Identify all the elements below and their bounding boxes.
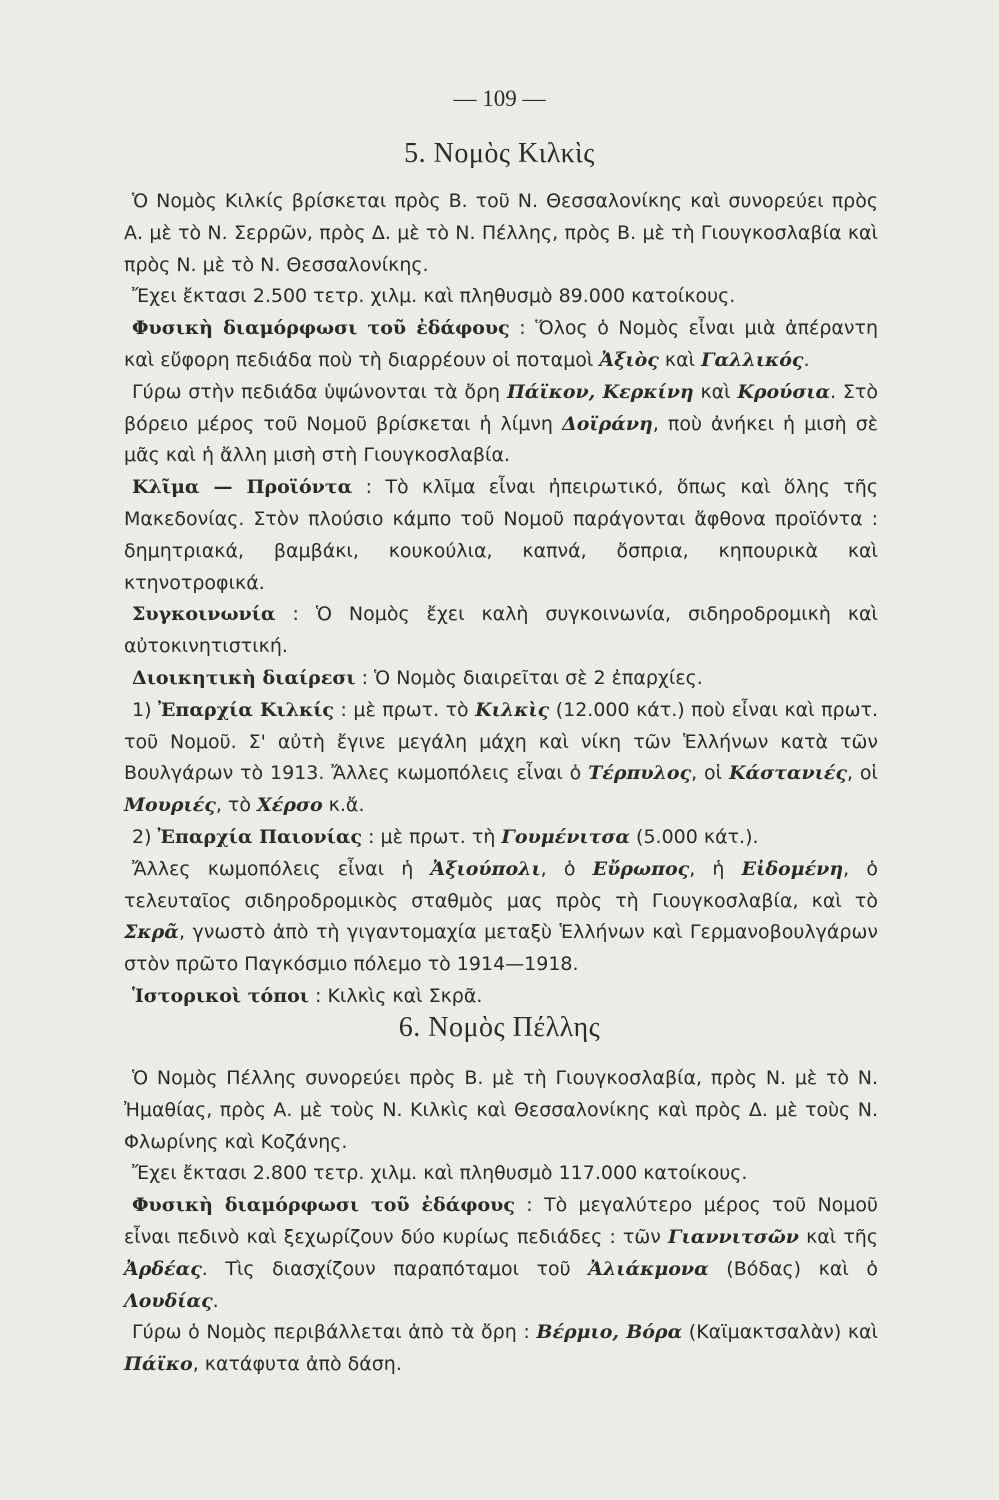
town-name: Ἀξιούπολι <box>430 857 541 880</box>
paragraph-borders: Ὁ Νομὸς Πέλλης συνορεύει πρὸς Β. μὲ τὴ Γιουγκοσλαβία, πρὸς Ν. μὲ τὸ Ν. Ἠμαθίας, πρὸς Α. μὲ τοὺς Ν. Κιλκὶς καὶ Θεσσαλονίκης καὶ πρὸς Δ. μὲ τοὺς Ν. Φλωρίνης καὶ Κοζάνης. <box>124 1067 878 1153</box>
paragraph-historic-places: Ἱστορικοὶ τόποι : Κιλκὶς καὶ Σκρᾶ. <box>132 984 483 1007</box>
paragraph-mountains-lake: Γύρω στὴν πεδιάδα ὑψώνονται τὰ ὄρη Πάϊκον, Κερκίνη καὶ Κρούσια. Στὸ βόρειο μέρος τοῦ Νομοῦ βρίσκεται ἡ λίμνη Δοϊράνη, ποὺ ἀνήκει ἡ μισὴ σὲ μᾶς καὶ ἡ ἄλλη μισὴ στὴ Γιουγκοσλαβία. <box>124 380 879 467</box>
town-name: Εἰδομένη <box>741 857 844 880</box>
section-body-pella <box>124 1063 878 1381</box>
plain-name: Ἀρδέας <box>124 1257 202 1280</box>
heading-terrain: Φυσικὴ διαμόρφωσι τοῦ ἐδάφους <box>132 317 510 340</box>
heading-terrain: Φυσικὴ διαμόρφωσι τοῦ ἐδάφους <box>132 1194 515 1217</box>
heading-province: Ἐπαρχία Παιονίας <box>157 825 363 848</box>
paragraph-terrain: Φυσικὴ διαμόρφωσι τοῦ ἐδάφους : Τὸ μεγαλύτερο μέρος τοῦ Νομοῦ εἶναι πεδινὸ καὶ ξεχωρίζουν δύο κυρίως πεδιάδες : τῶν Γιαννιτσῶν καὶ τῆς Ἀρδέας. Τὶς διασχίζουν παραπόταμοι τοῦ Ἀλιάκμονα (Βόδας) καὶ ὁ Λουδίας. <box>124 1194 878 1312</box>
town-name: Γουμένιτσα <box>501 825 630 848</box>
town-name: Χέρσο <box>257 794 323 817</box>
paragraph-province-kilkis: 1) Ἐπαρχία Κιλκίς : μὲ πρωτ. τὸ Κιλκὶς (12.000 κάτ.) ποὺ εἶναι καὶ πρωτ. τοῦ Νομοῦ. Σ' αὐτὴ ἔγινε μεγάλη μάχη καὶ νίκη τῶν Ἑλλήνων κατὰ τῶν Βουλγάρων τὸ 1913. Ἄλλες κωμοπόλεις εἶναι ὁ Τέρπυλος, οἱ Κάστανιές, οἱ Μουριές, τὸ Χέρσο κ.ἄ. <box>124 698 879 817</box>
section-body-kilkis <box>124 186 878 1013</box>
lake-name: Δοϊράνη <box>561 412 653 435</box>
mountain-names: Πάϊκον, Κερκίνη <box>506 380 694 403</box>
page-number: — 109 — <box>453 86 546 111</box>
paragraph-administration: Διοικητικὴ διαίρεσι : Ὁ Νομὸς διαιρεῖται σὲ 2 ἐπαρχίες. <box>132 666 703 689</box>
paragraph-climate-products: Κλῖμα — Προϊόντα : Τὸ κλῖμα εἶναι ἠπειρωτικό, ὅπως καὶ ὅλης τῆς Μακεδονίας. Στὸν πλούσιο κάμπο τοῦ Νομοῦ παράγονται ἄφθονα προϊόντα : δημητριακά, βαμβάκι, κουκούλια, καπνά, ὄσπρια, κηπουρικὰ καὶ κτηνοτροφικά. <box>124 476 879 594</box>
mountain-names: Βέρμιο, Βόρα <box>536 1321 683 1344</box>
heading-transport: Συγκοινωνία <box>132 603 276 626</box>
town-name: Τέρπυλος <box>588 762 692 785</box>
section-title-pella: 6. Νομὸς Πέλλης <box>398 1012 601 1043</box>
river-name: Ἀξιὸς <box>599 348 659 371</box>
heading-historic: Ἱστορικοὶ τόποι <box>132 984 309 1007</box>
heading-administration: Διοικητικὴ διαίρεσι <box>132 666 356 689</box>
river-name: Γαλλικός <box>701 348 804 371</box>
heading-climate: Κλῖμα — Προϊόντα <box>132 476 353 499</box>
river-name: Ἀλιάκμονα <box>588 1257 709 1280</box>
heading-province: Ἐπαρχία Κιλκίς <box>158 698 335 721</box>
town-name: Κάστανιές <box>728 762 848 785</box>
mountain-name: Πάϊκο <box>124 1353 193 1376</box>
paragraph-other-towns: Ἄλλες κωμοπόλεις εἶναι ἡ Ἀξιούπολι, ὁ Εὔρωπος, ἡ Εἰδομένη, ὁ τελευταῖος σιδηροδρομικὸς σταθμὸς μας πρὸς τὴ Γιουγκοσλαβία, καὶ τὸ Σκρᾶ, γνωστὸ ἀπὸ τὴ γιγαντομαχία μεταξὺ Ἑλλήνων καὶ Γερμανοβουλγάρων στὸν πρῶτο Παγκόσμιο πόλεμο τὸ 1914—1918. <box>124 857 878 976</box>
paragraph-transport: Συγκοινωνία : Ὁ Νομὸς ἔχει καλὴ συγκοινωνία, σιδηροδρομικὴ καὶ αὐτοκινητιστική. <box>124 603 878 658</box>
paragraph-area-population: Ἔχει ἔκτασι 2.500 τετρ. χιλμ. καὶ πληθυσμὸ 89.000 κατοίκους. <box>132 285 736 308</box>
town-name: Σκρᾶ <box>124 921 179 944</box>
paragraph-terrain: Φυσικὴ διαμόρφωσι τοῦ ἐδάφους : Ὅλος ὁ Νομὸς εἶναι μιὰ ἀπέραντη καὶ εὔφορη πεδιάδα ποὺ τὴ διαρρέουν οἱ ποταμοὶ Ἀξιὸς καὶ Γαλλικός. <box>124 317 878 371</box>
plain-name: Γιαννιτσῶν <box>668 1225 799 1248</box>
town-name: Μουριές <box>124 794 216 817</box>
river-name: Λουδίας <box>124 1289 213 1312</box>
paragraph-mountains: Γύρω ὁ Νομὸς περιβάλλεται ἀπὸ τὰ ὄρη : Βέρμιο, Βόρα (Καϊμακτσαλὰν) καὶ Πάϊκο, κατάφυτα ἀπὸ δάση. <box>124 1321 878 1376</box>
town-name: Κιλκὶς <box>475 698 550 721</box>
section-title-kilkis: 5. Νομὸς Κιλκὶς <box>404 138 595 169</box>
town-name: Εὔρωπος <box>592 857 690 880</box>
paragraph-borders: Ὁ Νομὸς Κιλκίς βρίσκεται πρὸς Β. τοῦ Ν. Θεσσαλονίκης καὶ συνορεύει πρὸς Α. μὲ τὸ Ν. Σερρῶν, πρὸς Δ. μὲ τὸ Ν. Πέλλης, πρὸς Β. μὲ τὴ Γιουγκοσλαβία καὶ πρὸς Ν. μὲ τὸ Ν. Θεσσαλονίκης. <box>124 190 878 276</box>
paragraph-province-paionia: 2) Ἐπαρχία Παιονίας : μὲ πρωτ. τὴ Γουμένιτσα (5.000 κάτ.). <box>132 825 759 848</box>
paragraph-area-population: Ἔχει ἔκτασι 2.800 τετρ. χιλμ. καὶ πληθυσμὸ 117.000 κατοίκους. <box>132 1162 748 1185</box>
mountain-name: Κρούσια <box>737 380 831 403</box>
